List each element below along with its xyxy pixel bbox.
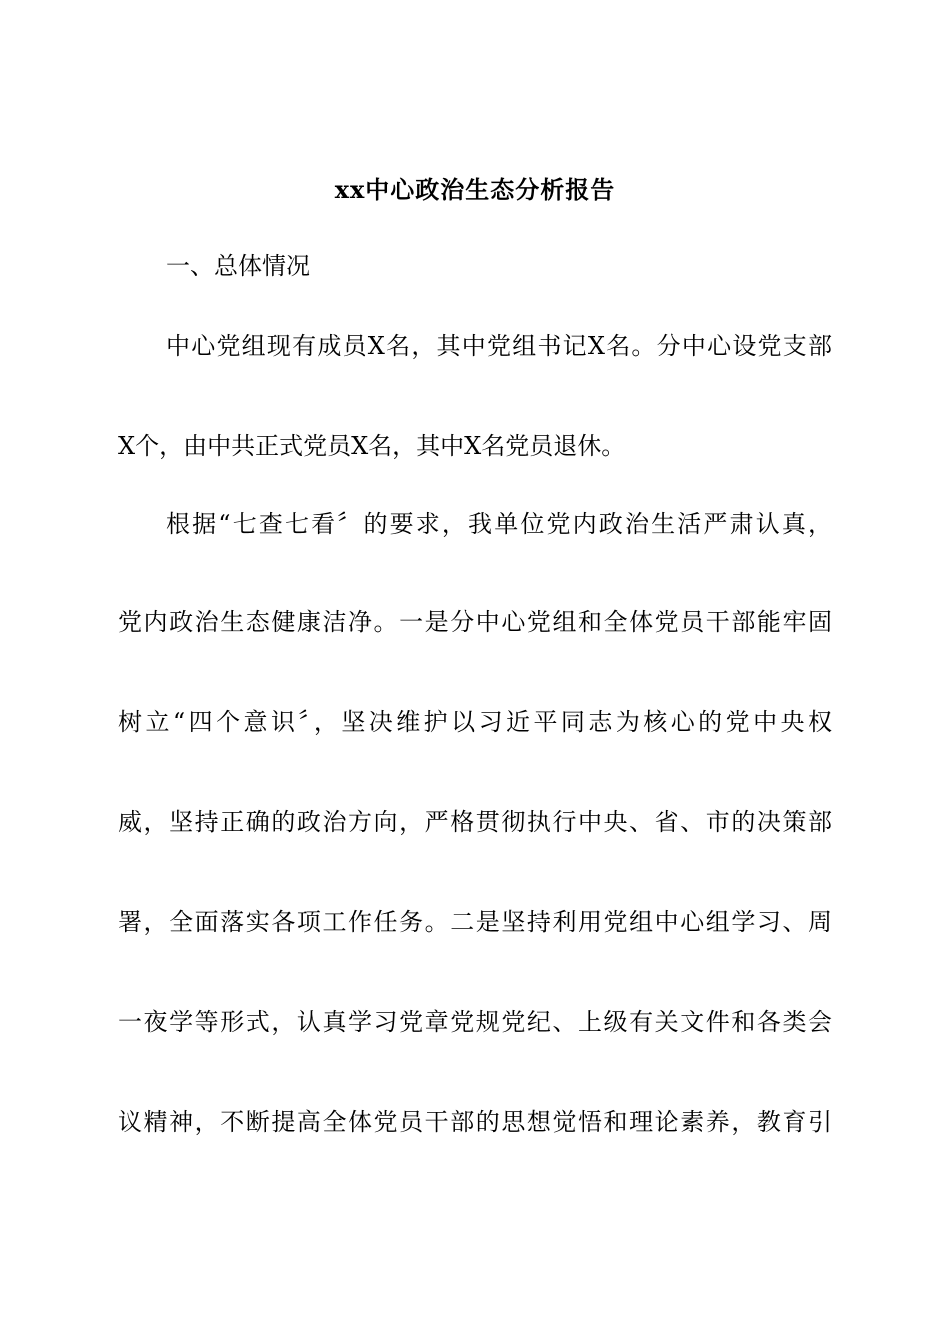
paragraph-line: 树立“四个意识〞，坚决维护以习近平同志为核心的党中央权: [118, 708, 832, 736]
paragraph-line: 党内政治生态健康洁净。一是分中心党组和全体党员干部能牢固: [118, 608, 832, 636]
paragraph-line: 威，坚持正确的政治方向，严格贯彻执行中央、省、市的决策部: [118, 808, 832, 836]
section-heading: 一、总体情况: [166, 252, 310, 280]
paragraph-line: 中心党组现有成员X名，其中党组书记X名。分中心设党支部: [166, 332, 832, 360]
paragraph-line: 议精神，不断提高全体党员干部的思想觉悟和理论素养，教育引: [118, 1108, 832, 1136]
document-title: xx中心政治生态分析报告: [334, 175, 616, 204]
paragraph-line: 一夜学等形式，认真学习党章党规党纪、上级有关文件和各类会: [118, 1008, 832, 1036]
paragraph-line: 根据“七查七看〞的要求，我单位党内政治生活严肃认真，: [166, 510, 832, 538]
paragraph-line: 署，全面落实各项工作任务。二是坚持利用党组中心组学习、周: [118, 908, 832, 936]
paragraph-line: X个，由中共正式党员X名，其中X名党员退休。: [118, 432, 626, 460]
